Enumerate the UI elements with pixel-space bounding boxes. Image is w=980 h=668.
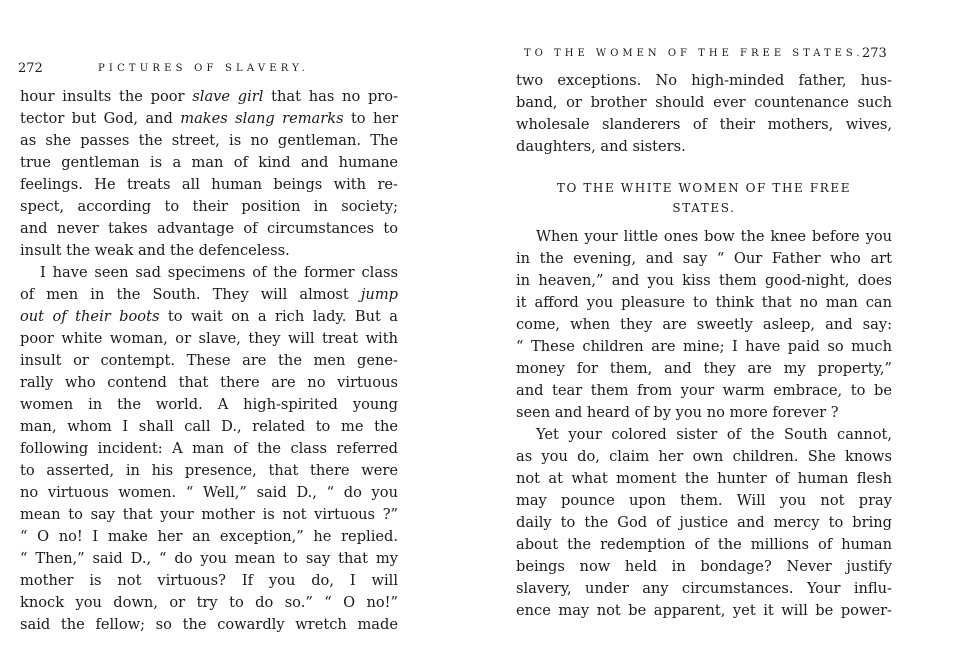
text-line: may pounce upon them. Will you not pray	[516, 492, 892, 509]
text-line: rally who contend that there are no virtuous	[20, 374, 398, 391]
paragraph	[516, 226, 892, 622]
text-line: spect, according to their position in society;	[20, 198, 398, 215]
text-line: not at what moment the hunter of human flesh	[516, 470, 892, 487]
text-line: to asserted, in his presence, that there were	[20, 462, 398, 479]
text-line: Yet your colored sister of the South cannot,	[536, 426, 892, 443]
heading-line: STATES.	[672, 201, 736, 215]
text-line: as she passes the street, is no gentleman. The	[20, 132, 398, 149]
text-line: man, whom I shall call D., related to me the	[20, 418, 398, 435]
text-line: seen and heard of by you no more forever ?	[516, 404, 839, 421]
text-line: poor white woman, or slave, they will treat with	[20, 330, 398, 347]
text-line: slavery, under any circumstances. Your influ-	[516, 580, 892, 597]
text-line: out of their boots to wait on a rich lady. But a	[20, 308, 398, 325]
text-line: money for them, and they are my property,”	[516, 360, 892, 377]
text-line: beings now held in bondage? Never justify	[516, 558, 892, 575]
text-line: and tear them from your warm embrace, to be	[516, 382, 892, 399]
text-line: I have seen sad specimens of the former class	[40, 264, 398, 281]
text-line: “ These children are mine; I have paid so much	[516, 338, 892, 355]
text-line: as you do, claim her own children. She knows	[516, 448, 892, 465]
text-line: daily to the God of justice and mercy to bring	[516, 514, 892, 531]
right-page	[490, 0, 980, 668]
text-line: hour insults the poor slave girl that has no pro-	[20, 88, 399, 105]
text-line: about the redemption of the millions of human	[516, 536, 892, 553]
heading-line: TO THE WHITE WOMEN OF THE FREE	[556, 181, 852, 195]
page-number: 273	[862, 46, 887, 61]
body-text	[20, 86, 398, 636]
text-line: mean to say that your mother is not virtuous ?”	[20, 506, 398, 523]
text-line: “ O no! I make her an exception,” he replied.	[20, 528, 398, 545]
text-line: feelings. He treats all human beings with re-	[20, 176, 398, 193]
text-line: mother is not virtuous? If you do, I will	[20, 572, 398, 589]
text-line: insult the weak and the defenceless.	[20, 242, 290, 259]
page-number: 272	[18, 61, 43, 76]
text-line: it afford you pleasure to think that no man can	[516, 294, 892, 311]
text-line: and never takes advantage of circumstances to	[20, 220, 398, 237]
text-line: knock you down, or try to do so.” “ O no!”	[20, 594, 398, 611]
text-line: in heaven,” and you kiss them good-night, does	[516, 272, 892, 289]
running-head: TO THE WOMEN OF THE FREE STATES.	[524, 48, 864, 59]
text-line: in the evening, and say “ Our Father who art	[516, 250, 892, 267]
section-heading	[516, 178, 892, 218]
running-head: PICTURES OF SLAVERY.	[98, 63, 310, 74]
text-line: insult or contempt. These are the men gene-	[20, 352, 398, 369]
text-line: band, or brother should ever countenance such	[516, 94, 892, 111]
text-line: wholesale slanderers of their mothers, wives,	[516, 116, 892, 133]
text-line: daughters, and sisters.	[516, 138, 686, 155]
text-line: said the fellow; so the cowardly wretch made	[20, 616, 398, 633]
text-line: two exceptions. No high-minded father, hus-	[516, 72, 892, 89]
text-line: come, when they are sweetly asleep, and say:	[516, 316, 892, 333]
text-line: “ Then,” said D., “ do you mean to say that my	[20, 550, 398, 567]
paragraph	[516, 70, 892, 158]
text-line: tector but God, and makes slang remarks to her	[20, 110, 398, 127]
text-line: no virtuous women. “ Well,” said D., “ do you	[20, 484, 398, 501]
text-line: true gentleman is a man of kind and humane	[20, 154, 398, 171]
text-line: of men in the South. They will almost jump	[20, 286, 398, 303]
text-line: When your little ones bow the knee before you	[536, 228, 892, 245]
text-line: women in the world. A high-spirited young	[20, 396, 398, 413]
text-line: ence may not be apparent, yet it will be power-	[516, 602, 892, 619]
text-line: following incident: A man of the class referred	[20, 440, 398, 457]
